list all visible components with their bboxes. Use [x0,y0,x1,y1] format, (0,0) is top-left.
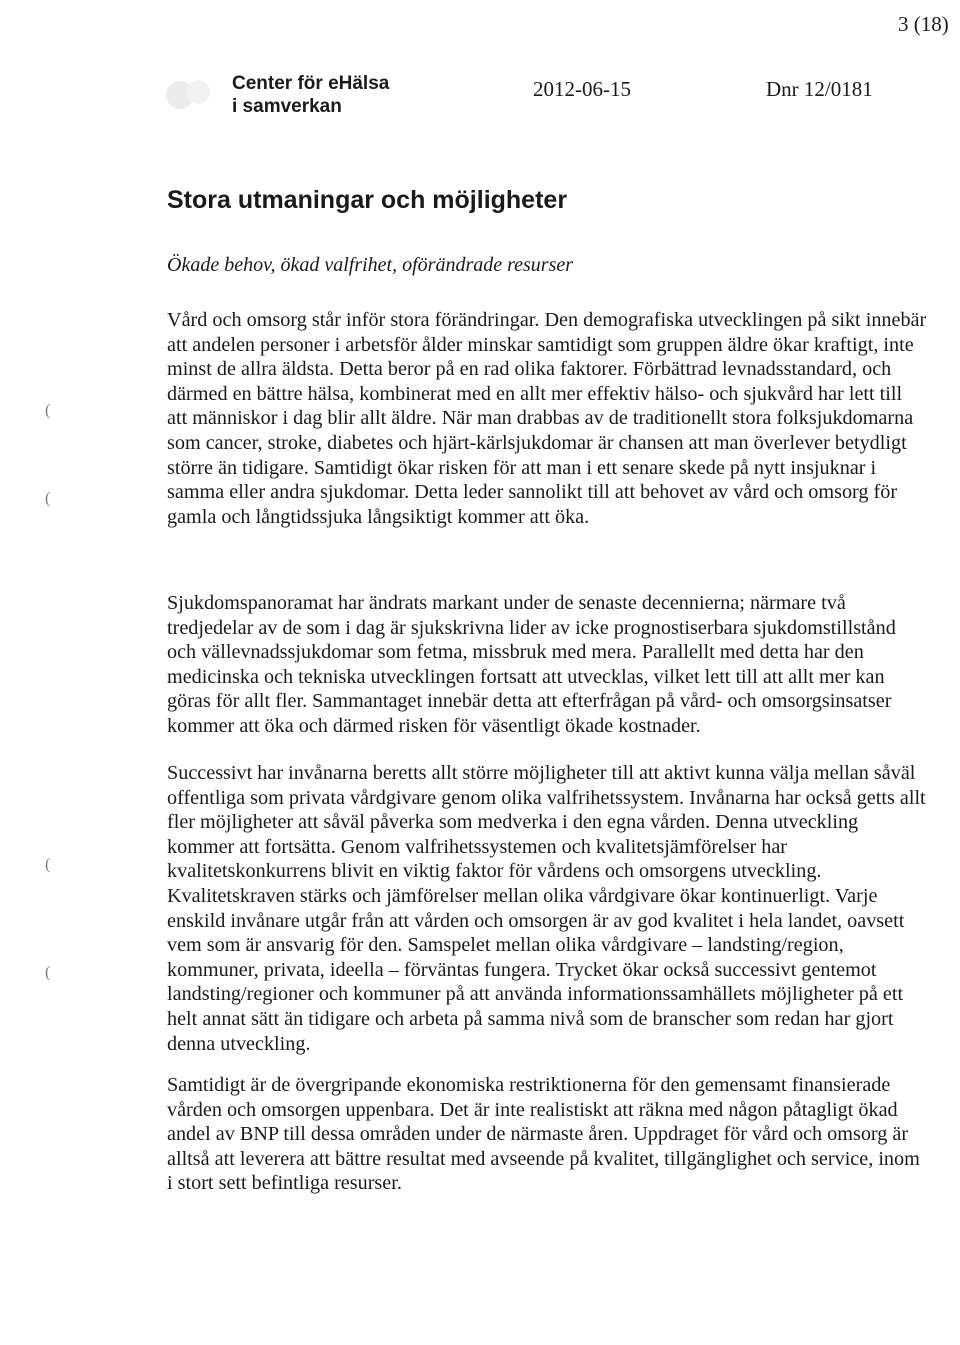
body-paragraph-3: Successivt har invånarna beretts allt större möjligheter till att aktivt kunna välja mellan såväl offentliga som privata vårdgivare genom olika valfrihetssystem. Invånarna har också getts allt fler möjligheter att såväl påverka som medverka i den egna vården. Denna utveckling kommer att fortsätta. Genom valfrihetssystemen och kvalitetsjämförelser har kvalitetskonkurrens blivit en viktig faktor för vårdens och omsorgens utveckling. Kvalitetskraven stärks och jämförelser mellan olika vårdgivare ökar kontinuerligt. Varje enskild invånare utgår från att vården och omsorgen är av god kvalitet i hela landet, oavsett vem som är ansvarig för den. Samspelet mellan olika vårdgivare – landsting/region, kommuner, privata, ideella – förväntas fungera. Trycket ökar också successivt gentemot landsting/regioner och kommuner på att använda informationssamhällets möjligheter på ett helt annat sätt än tidigare och arbeta på samma nivå som de branscher som redan har gjort denna utveckling. [167,762,926,1055]
body-paragraph-1: Vård och omsorg står inför stora förändringar. Den demografiska utvecklingen på sikt innebär att andelen personer i arbetsför ålder minskar samtidigt som gruppen äldre ökar kraftigt, inte minst de allra äldsta. Detta beror på en rad olika faktorer. Förbättrad levnadsstandard, och därmed en bättre hälsa, kombinerat med en allt mer effektiv hälso- och sjukvård har lett till att människor i dag blir allt äldre. När man drabbas av de traditionellt stora folksjukdomarna som cancer, stroke, diabetes och hjärt-kärlsjukdomar är chansen att man överlever betydligt större än tidigare. Samtidigt ökar risken för att man i ett senare skede på nytt insjuknar i samma eller andra sjukdomar. Detta leder sannolikt till att behovet av vård och omsorg för gamla och långtidssjuka långsiktigt kommer att öka. [167,309,927,528]
page-number: 3 (18) [898,12,949,36]
org-name-line-2: i samverkan [232,96,342,117]
document-date: 2012-06-15 [533,77,631,101]
page-subtitle: Ökade behov, ökad valfrihet, oförändrade resurser [167,254,574,276]
body-paragraph-2: Sjukdomspanoramat har ändrats markant under de senaste decennierna; närmare två tredjedelar av de som i dag är sjukskrivna lider av icke prognostiserbara sjukdomstillstånd och vällevnadssjukdomar som fetma, missbruk med mera. Parallellt med detta har den medicinska och tekniska utvecklingen fortsatt att utvecklas, vilket lett till att allt mer kan göras för allt fler. Sammantaget innebär detta att efterfrågan på vård- och omsorgsinsatser kommer att öka och därmed risken för väsentligt ökade kostnader. [167,592,896,737]
page-title: Stora utmaningar och möjligheter [167,186,568,214]
organization-name [232,72,389,118]
margin-scan-mark: ( [45,490,51,507]
document-reference: Dnr 12/0181 [766,77,873,101]
margin-scan-mark: ( [45,856,51,873]
margin-scan-mark: ( [45,402,51,419]
body-paragraph-4: Samtidigt är de övergripande ekonomiska restriktionerna för den gemensamt finansierade vården och omsorgen uppenbara. Det är inte realistiskt att räkna med någon påtagligt ökad andel av BNP till dessa områden under de närmaste åren. Uppdraget för vård och omsorg är alltså att leverera att bättre resultat med avseende på kvalitet, tillgänglighet och service, inom i stort sett befintliga resurser. [167,1074,920,1195]
logo-icon [160,70,220,120]
org-name-line-1: Center för eHälsa [232,73,390,94]
margin-scan-mark: ( [45,964,51,981]
